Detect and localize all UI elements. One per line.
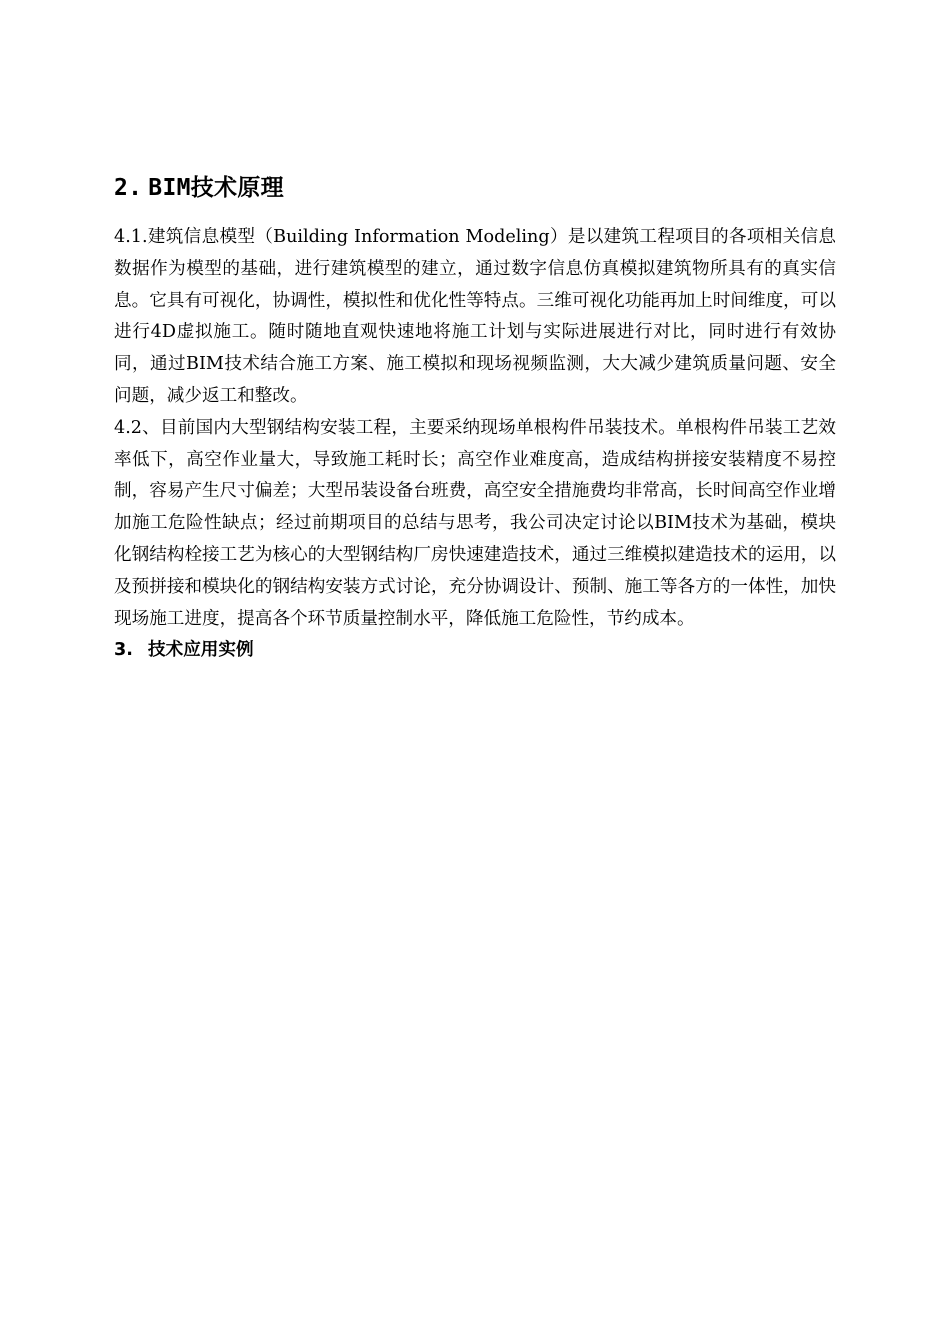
- section-title: BIM技术原理: [148, 175, 284, 201]
- section-number: 2.: [114, 175, 143, 201]
- document-body: [114, 170, 836, 667]
- paragraph-4-2: 4.2、目前国内大型钢结构安装工程，主要采纳现场单根构件吊装技术。单根构件吊装工艺效率低下，高空作业量大，导致施工耗时长；高空作业难度高，造成结构拼接安装精度不易控制，容易产生尺寸偏差；大型吊装设备台班费，高空安全措施费均非常高，长时间高空作业增加施工危险性缺点；经过前期项目的总结与思考，我公司决定讨论以BIM技术为基础，模块化钢结构栓接工艺为核心的大型钢结构厂房快速建造技术，通过三维模拟建造技术的运用，以及预拼接和模块化的钢结构安装方式讨论，充分协调设计、预制、施工等各方的一体性，加快现场施工进度，提高各个环节质量控制水平，降低施工危险性，节约成本。: [114, 417, 836, 629]
- section-title: 技术应用实例: [148, 640, 254, 661]
- section-heading-application-examples: [114, 635, 836, 667]
- section-heading-bim-principles: [114, 170, 836, 206]
- paragraph-4-1: 4.1.建筑信息模型（Building Information Modeling）是以建筑工程项目的各项相关信息数据作为模型的基础，进行建筑模型的建立，通过数字信息仿真模拟建筑物所具有的真实信息。它具有可视化，协调性，模拟性和优化性等特点。三维可视化功能再加上时间维度，可以进行4D虚拟施工。随时随地直观快速地将施工计划与实际进展进行对比，同时进行有效协同，通过BIM技术结合施工方案、施工模拟和现场视频监测，大大减少建筑质量问题、安全问题，减少返工和整改。: [114, 227, 836, 406]
- section-number: 3.: [114, 640, 133, 661]
